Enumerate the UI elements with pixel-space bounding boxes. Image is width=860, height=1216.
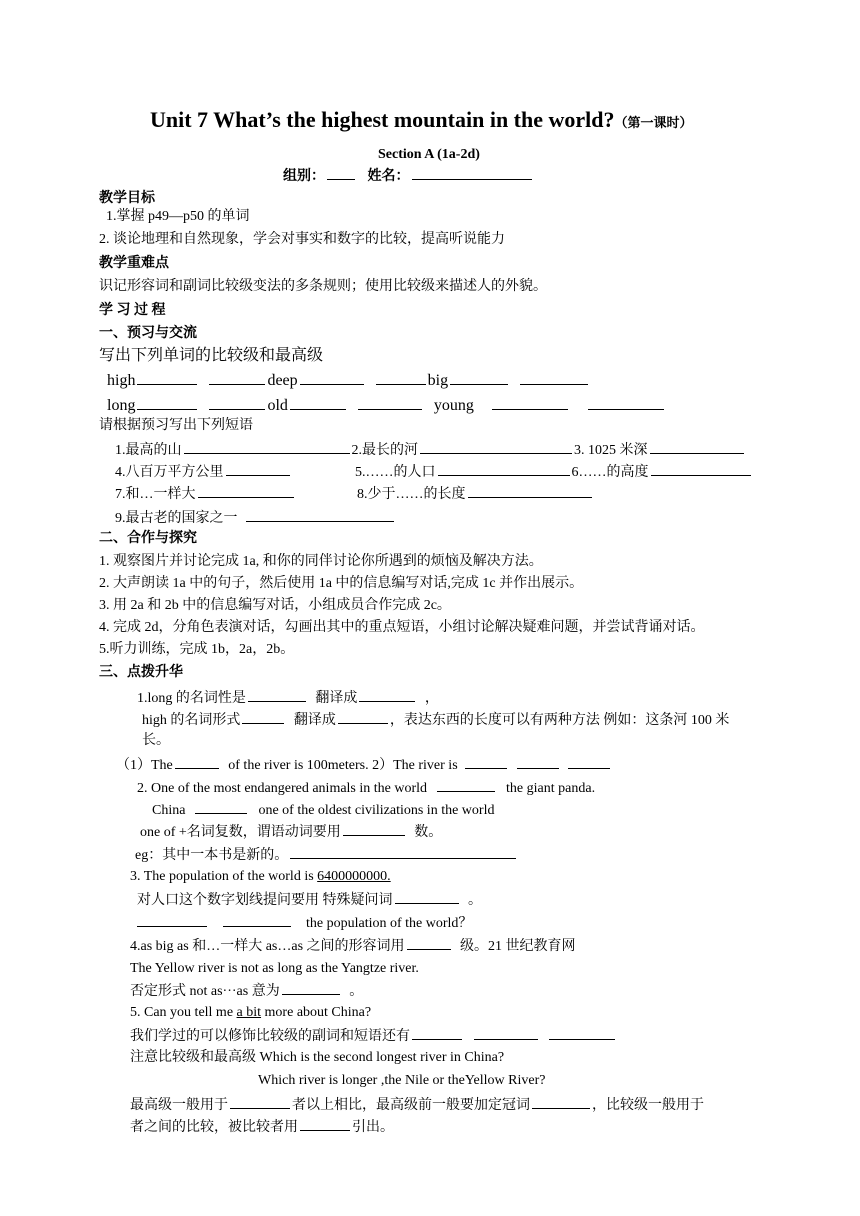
phrase-9: 9.最古老的国家之一 xyxy=(115,511,238,526)
part2-step-4: 4. 完成 2d，分角色表演对话，勾画出其中的重点短语，小组讨论解决疑难问题，并尝试背诵对话。 xyxy=(99,620,705,635)
text: 。 xyxy=(349,984,364,999)
difficulty-heading: 教学重难点 xyxy=(99,256,169,271)
blank[interactable] xyxy=(209,396,265,410)
phrase-2: 2.最长的河 xyxy=(351,443,418,458)
text: 引出。 xyxy=(352,1120,394,1135)
note-3-line-2 xyxy=(137,890,482,910)
text: 否定形式 not as···as 意为 xyxy=(130,984,280,999)
word-young: young xyxy=(433,397,474,414)
blank[interactable] xyxy=(588,396,664,410)
word-high: high xyxy=(107,372,136,389)
blank[interactable] xyxy=(492,396,568,410)
blank[interactable] xyxy=(395,890,459,904)
blank[interactable] xyxy=(568,755,610,769)
text: the population of the world？ xyxy=(306,916,473,931)
blank[interactable] xyxy=(412,1026,462,1040)
blank[interactable] xyxy=(338,710,388,724)
text: （1）The xyxy=(116,758,173,773)
blank[interactable] xyxy=(651,462,751,476)
blank[interactable] xyxy=(450,371,508,385)
blank[interactable] xyxy=(175,755,219,769)
text: high 的名词形式 xyxy=(142,713,241,728)
note-2-line-3 xyxy=(140,822,442,842)
blank[interactable] xyxy=(438,462,570,476)
phrase-4: 4.八百万平方公里 xyxy=(115,465,224,480)
group-label: 组别： xyxy=(283,169,325,184)
text: 5. Can you tell me xyxy=(130,1005,237,1020)
blank[interactable] xyxy=(420,440,572,454)
blank[interactable] xyxy=(242,710,284,724)
blank[interactable] xyxy=(376,371,426,385)
note-5-line-6 xyxy=(130,1117,394,1137)
text: one of the oldest civilizations in the world xyxy=(258,803,495,818)
difficulty-text: 识记形容词和副词比较级变法的多条规则；使用比较级来描述人的外貌。 xyxy=(99,279,547,294)
blank[interactable] xyxy=(343,822,405,836)
blank[interactable] xyxy=(407,936,451,950)
underlined-number: 6400000000. xyxy=(317,869,391,884)
note-5-line-5 xyxy=(130,1095,704,1115)
note-5-line-2 xyxy=(130,1026,617,1046)
note-5-line-1 xyxy=(130,1004,371,1022)
blank[interactable] xyxy=(532,1095,590,1109)
text: ，表达东西的长度可以有两种方法 例如：这条河 100 米 xyxy=(389,713,730,728)
text: eg：其中一本书是新的。 xyxy=(135,848,289,863)
text: 1.long 的名词性是 xyxy=(137,691,246,706)
goals-heading: 教学目标 xyxy=(99,191,155,206)
blank[interactable] xyxy=(358,396,422,410)
process-heading: 学 习 过 程 xyxy=(99,303,166,318)
blank[interactable] xyxy=(246,508,394,522)
blank[interactable] xyxy=(290,845,516,859)
blank[interactable] xyxy=(282,981,340,995)
group-name-line xyxy=(283,166,534,186)
name-blank[interactable] xyxy=(412,166,532,180)
phrase-1: 1.最高的山 xyxy=(115,443,182,458)
blank[interactable] xyxy=(290,396,346,410)
blank[interactable] xyxy=(300,1117,350,1131)
blank[interactable] xyxy=(137,913,207,927)
blank[interactable] xyxy=(223,913,291,927)
text: ，比较级一般用于 xyxy=(592,1098,704,1113)
phrase-row-3 xyxy=(115,484,594,504)
phrase-7: 7.和…一样大 xyxy=(115,487,196,502)
text: 3. The population of the world is xyxy=(130,869,318,884)
blank[interactable] xyxy=(137,371,197,385)
part1-heading: 一、预习与交流 xyxy=(99,326,197,341)
text: 对人口这个数字划线提问要用 特殊疑问词 xyxy=(137,893,393,908)
word-row-1 xyxy=(107,371,590,391)
note-2-line-4 xyxy=(135,845,518,865)
goal-item-1: 1.掌握 p49—p50 的单词 xyxy=(106,209,250,224)
part2-step-2: 2. 大声朗读 1a 中的句子，然后使用 1a 中的信息编写对话,完成 1c 并作出展示。 xyxy=(99,576,584,591)
note-5-line-4: Which river is longer ,the Nile or theYellow River? xyxy=(258,1073,546,1088)
note-1-line-3: 长。 xyxy=(142,733,170,748)
word-row-2 xyxy=(107,396,666,416)
text: 者之间的比较，被比较者用 xyxy=(130,1120,298,1135)
note-3-line-3 xyxy=(135,913,472,933)
part1-instruction: 写出下列单词的比较级和最高级 xyxy=(99,347,324,364)
note-2-line-1 xyxy=(137,778,595,798)
blank[interactable] xyxy=(468,484,592,498)
blank[interactable] xyxy=(465,755,507,769)
phrase-3: 3. 1025 米深 xyxy=(574,443,648,458)
note-1-line-1 xyxy=(137,688,439,708)
title-main: Unit 7 What’s the highest mountain in the world? xyxy=(150,107,615,132)
text: of the river is 100meters. 2）The river is xyxy=(228,758,458,773)
text: one of +名词复数，谓语动词要用 xyxy=(140,825,341,840)
word-deep: deep xyxy=(267,372,298,389)
phrase-6: 6……的高度 xyxy=(571,465,649,480)
blank[interactable] xyxy=(300,371,364,385)
text: ， xyxy=(424,691,439,706)
blank[interactable] xyxy=(474,1026,538,1040)
word-long: long xyxy=(107,397,136,414)
page-title xyxy=(150,106,693,137)
note-3-line-1 xyxy=(130,868,391,886)
part2-step-3: 3. 用 2a 和 2b 中的信息编写对话，小组成员合作完成 2c。 xyxy=(99,598,451,613)
blank[interactable] xyxy=(248,688,306,702)
goal-item-2: 2. 谈论地理和自然现象，学会对事实和数字的比较，提高听说能力 xyxy=(99,232,505,247)
text: 级。21 世纪教育网 xyxy=(460,939,576,954)
text: 数。 xyxy=(414,825,443,840)
blank[interactable] xyxy=(517,755,559,769)
note-5-line-3: 注意比较级和最高级 Which is the second longest river in China? xyxy=(130,1050,505,1065)
part3-heading: 三、点拨升华 xyxy=(99,665,183,680)
text: 翻译成 xyxy=(293,713,336,728)
name-label: 姓名： xyxy=(367,169,410,184)
note-4-line-3 xyxy=(130,981,363,1001)
note-1-line-4 xyxy=(116,755,612,775)
text: 翻译成 xyxy=(315,691,358,706)
text: 2. One of the most endangered animals in the world xyxy=(137,781,428,796)
text: 4.as big as 和…一样大 as…as 之间的形容词用 xyxy=(130,939,405,954)
phrase-5: 5.……的人口 xyxy=(355,465,436,480)
part2-step-1: 1. 观察图片并讨论完成 1a, 和你的同伴讨论你所遇到的烦恼及解决方法。 xyxy=(99,554,543,569)
part2-step-5: 5.听力训练，完成 1b，2a，2b。 xyxy=(99,642,295,657)
section-label: Section A (1a-2d) xyxy=(378,147,480,162)
word-big: big xyxy=(427,372,449,389)
text: China xyxy=(152,803,186,818)
blank[interactable] xyxy=(198,484,294,498)
text: the giant panda. xyxy=(506,781,596,796)
phrase-row-2 xyxy=(115,462,753,482)
blank[interactable] xyxy=(359,688,415,702)
phrase-8: 8.少于……的长度 xyxy=(357,487,466,502)
title-sub: （第一课时） xyxy=(614,115,693,130)
text: 最高级一般用于 xyxy=(130,1098,228,1113)
blank[interactable] xyxy=(184,440,350,454)
blank[interactable] xyxy=(226,462,290,476)
note-1-line-2 xyxy=(142,710,729,730)
blank[interactable] xyxy=(437,778,495,792)
note-4-line-1 xyxy=(130,936,576,956)
underlined-phrase: a bit xyxy=(236,1005,262,1020)
group-blank[interactable] xyxy=(327,166,355,180)
phrase-row-4 xyxy=(115,508,396,528)
blank[interactable] xyxy=(520,371,588,385)
text: more about China? xyxy=(261,1005,372,1020)
blank[interactable] xyxy=(195,800,247,814)
blank[interactable] xyxy=(230,1095,290,1109)
text: 者以上相比，最高级前一般要加定冠词 xyxy=(292,1098,530,1113)
phrase-instruction: 请根据预习写出下列短语 xyxy=(99,418,253,433)
text: 。 xyxy=(468,893,482,908)
note-4-line-2: The Yellow river is not as long as the Yangtze river. xyxy=(130,961,419,976)
blank[interactable] xyxy=(137,396,197,410)
phrase-row-1 xyxy=(115,440,746,460)
note-2-line-2 xyxy=(152,800,494,820)
blank[interactable] xyxy=(650,440,744,454)
text: 我们学过的可以修饰比较级的副词和短语还有 xyxy=(130,1029,410,1044)
blank[interactable] xyxy=(209,371,265,385)
word-old: old xyxy=(267,397,288,414)
part2-heading: 二、合作与探究 xyxy=(99,531,197,546)
blank[interactable] xyxy=(549,1026,615,1040)
